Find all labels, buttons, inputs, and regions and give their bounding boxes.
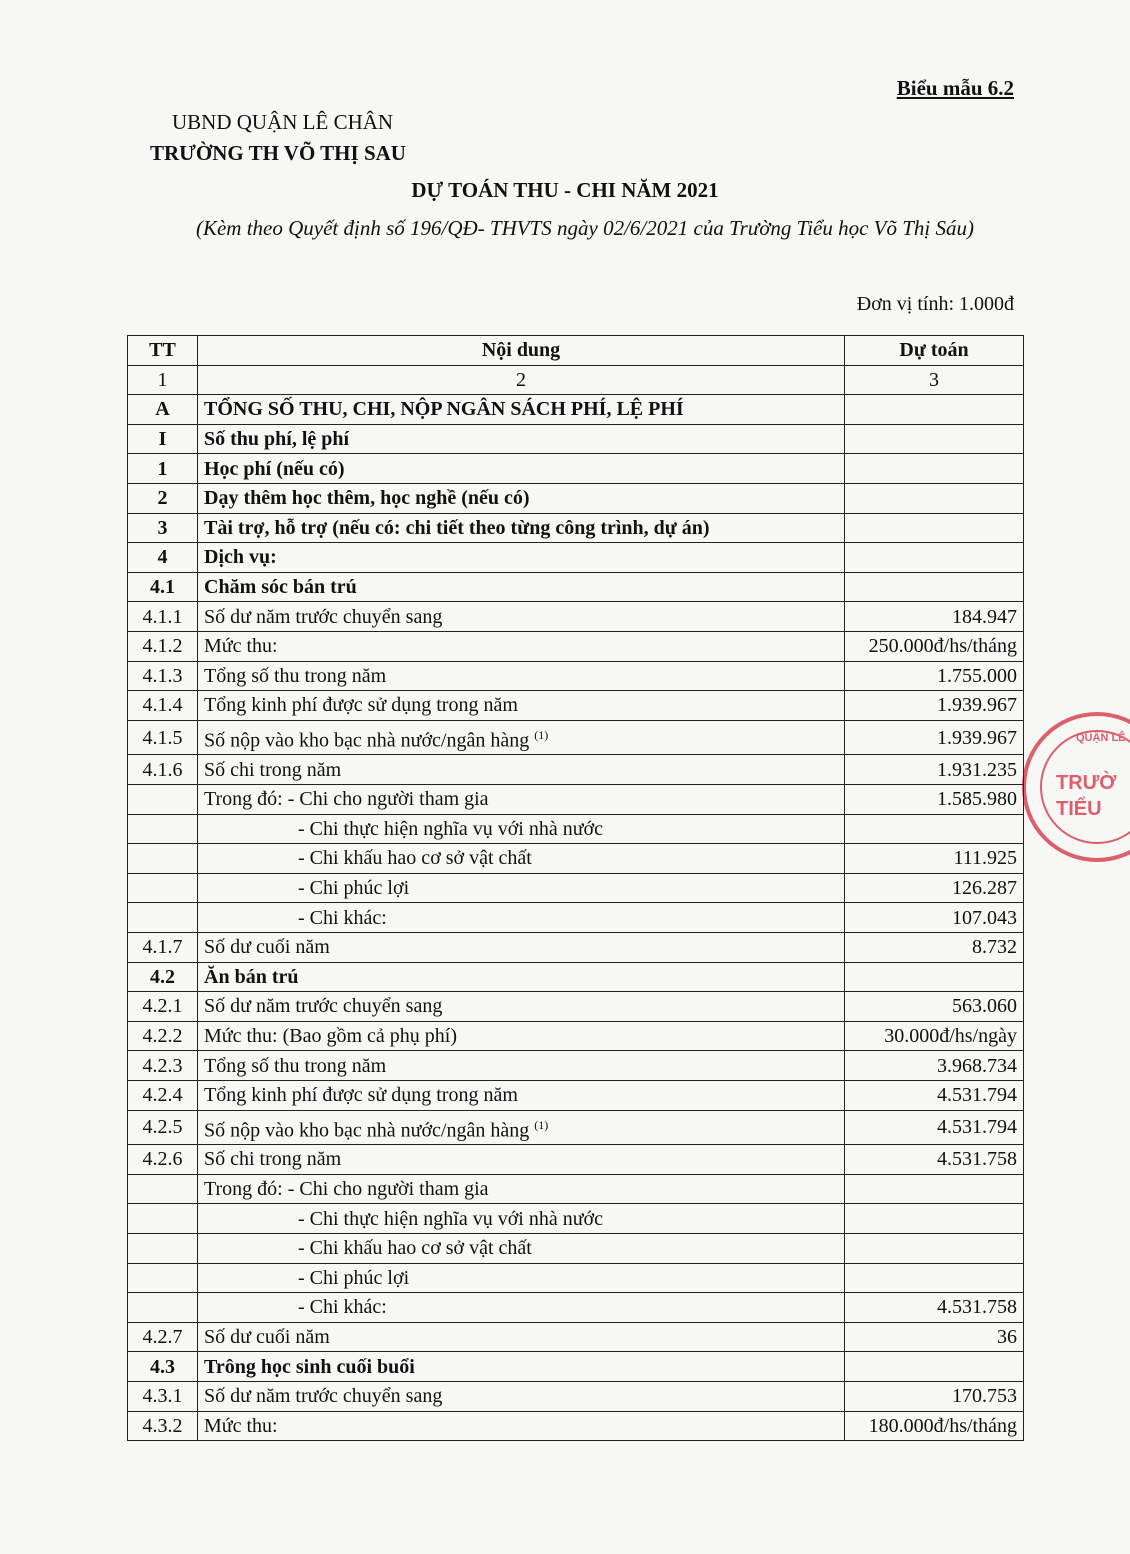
row-content-text: Học phí (nếu có) — [204, 457, 345, 480]
row-content-text: TỔNG SỐ THU, CHI, NỘP NGÂN SÁCH PHÍ, LỆ PHÍ — [204, 398, 684, 421]
stamp-top-text: QUẬN LÊ — [1076, 732, 1126, 744]
unit-label: Đơn vị tính: 1.000đ — [856, 293, 1014, 315]
row-content — [198, 1381, 845, 1411]
index-1: 1 — [128, 365, 198, 395]
row-value: 184.947 — [845, 602, 1024, 632]
row-content-text: Trong đó: - Chi cho người tham gia — [204, 1178, 489, 1201]
footnote-marker: (1) — [534, 727, 549, 742]
row-content-text: Số dư năm trước chuyển sang — [204, 605, 443, 628]
table-row — [128, 631, 1024, 661]
row-content-text: - Chi khấu hao cơ sở vật chất — [298, 1237, 532, 1260]
header-estimate: Dự toán — [845, 336, 1024, 366]
row-tt: 4.1.1 — [128, 602, 198, 632]
row-value — [845, 1233, 1024, 1263]
row-content-text: Dịch vụ: — [204, 546, 277, 569]
row-tt: 4.2.6 — [128, 1145, 198, 1175]
row-content-text: Tổng kinh phí được sử dụng trong năm — [204, 694, 518, 717]
row-content — [198, 1233, 845, 1263]
table-row — [128, 1174, 1024, 1204]
footnote-marker: (1) — [534, 1117, 549, 1132]
row-content — [198, 631, 845, 661]
row-value — [845, 424, 1024, 454]
official-stamp — [1022, 712, 1130, 862]
row-content — [198, 1322, 845, 1352]
table-row — [128, 1204, 1024, 1234]
row-content — [198, 691, 845, 721]
table-row — [128, 1233, 1024, 1263]
row-content-text: Mức thu: — [204, 635, 278, 658]
row-content-text: Mức thu: (Bao gồm cả phụ phí) — [204, 1025, 458, 1048]
row-tt: I — [128, 424, 198, 454]
row-content-text: Chăm sóc bán trú — [204, 576, 357, 599]
table-row — [128, 873, 1024, 903]
row-content — [198, 1110, 845, 1145]
table-row — [128, 454, 1024, 484]
row-tt: 4.2.4 — [128, 1080, 198, 1110]
row-value: 563.060 — [845, 992, 1024, 1022]
row-tt: 3 — [128, 513, 198, 543]
row-content — [198, 483, 845, 513]
row-content — [198, 1051, 845, 1081]
form-code: Biểu mẫu 6.2 — [896, 76, 1014, 100]
table-row — [128, 1352, 1024, 1382]
row-content-text: - Chi khác: — [298, 1296, 387, 1319]
row-tt — [128, 1233, 198, 1263]
table-row — [128, 932, 1024, 962]
row-value: 3.968.734 — [845, 1051, 1024, 1081]
table-row — [128, 755, 1024, 785]
row-value: 4.531.758 — [845, 1145, 1024, 1175]
row-tt: 4.2.2 — [128, 1021, 198, 1051]
table-row — [128, 1322, 1024, 1352]
org-line-2: TRƯỜNG TH VÕ THỊ SAU — [150, 141, 406, 165]
row-content-text: Số nộp vào kho bạc nhà nước/ngân hàng — [204, 729, 530, 752]
row-value: 8.732 — [845, 932, 1024, 962]
row-tt: 2 — [128, 483, 198, 513]
row-value — [845, 543, 1024, 573]
budget-table — [127, 335, 1024, 1441]
table-row — [128, 784, 1024, 814]
table-row — [128, 1411, 1024, 1441]
row-content-text: - Chi thực hiện nghĩa vụ với nhà nước — [298, 1207, 603, 1230]
row-value: 4.531.794 — [845, 1080, 1024, 1110]
row-content — [198, 513, 845, 543]
row-value — [845, 1263, 1024, 1293]
row-value — [845, 513, 1024, 543]
row-content-text: Mức thu: — [204, 1414, 278, 1437]
row-content — [198, 661, 845, 691]
row-content-text: - Chi khác: — [298, 906, 387, 929]
row-content-text: Số chi trong năm — [204, 1148, 342, 1171]
table-body — [128, 395, 1024, 1441]
row-tt: 4.3 — [128, 1352, 198, 1382]
row-tt — [128, 784, 198, 814]
row-tt: 4.3.2 — [128, 1411, 198, 1441]
row-content-text: Tài trợ, hỗ trợ (nếu có: chi tiết theo từng công trình, dự án) — [204, 516, 710, 539]
row-value: 1.939.967 — [845, 720, 1024, 755]
row-tt: 4 — [128, 543, 198, 573]
row-tt — [128, 873, 198, 903]
row-content — [198, 395, 845, 425]
row-content-text: Số dư cuối năm — [204, 1326, 330, 1349]
row-value — [845, 1174, 1024, 1204]
row-content — [198, 720, 845, 755]
row-value — [845, 1352, 1024, 1382]
row-tt: 4.2 — [128, 962, 198, 992]
row-tt: 4.3.1 — [128, 1381, 198, 1411]
table-row — [128, 814, 1024, 844]
row-content-text: Số nộp vào kho bạc nhà nước/ngân hàng — [204, 1119, 530, 1142]
row-value: 107.043 — [845, 903, 1024, 933]
table-row — [128, 903, 1024, 933]
header-tt: TT — [128, 336, 198, 366]
row-content — [198, 932, 845, 962]
row-content — [198, 814, 845, 844]
row-content-text: Số dư năm trước chuyển sang — [204, 1385, 443, 1408]
row-content — [198, 1411, 845, 1441]
table-row — [128, 483, 1024, 513]
table-row — [128, 720, 1024, 755]
row-tt: 4.1.6 — [128, 755, 198, 785]
row-content-text: Trông học sinh cuối buổi — [204, 1355, 415, 1378]
row-content — [198, 1021, 845, 1051]
row-content — [198, 755, 845, 785]
stamp-line-2: TIỂU — [1056, 798, 1102, 820]
org-line-1: UBND QUẬN LÊ CHÂN — [172, 110, 394, 134]
table-row — [128, 1145, 1024, 1175]
row-content-text: Trong đó: - Chi cho người tham gia — [204, 788, 489, 811]
table-row — [128, 691, 1024, 721]
row-content — [198, 454, 845, 484]
row-content-text: Số thu phí, lệ phí — [204, 428, 350, 451]
row-content — [198, 1174, 845, 1204]
row-content — [198, 1352, 845, 1382]
row-tt: 4.2.1 — [128, 992, 198, 1022]
row-tt: 4.2.7 — [128, 1322, 198, 1352]
row-content-text: Ăn bán trú — [204, 965, 299, 988]
row-tt: 4.1.2 — [128, 631, 198, 661]
table-row — [128, 572, 1024, 602]
header-content: Nội dung — [198, 336, 845, 366]
row-value — [845, 454, 1024, 484]
row-tt: 4.2.3 — [128, 1051, 198, 1081]
row-content — [198, 602, 845, 632]
row-content-text: Tổng kinh phí được sử dụng trong năm — [204, 1084, 518, 1107]
row-content — [198, 1263, 845, 1293]
table-row — [128, 1263, 1024, 1293]
row-content — [198, 1293, 845, 1323]
row-content-text: - Chi khấu hao cơ sở vật chất — [298, 847, 532, 870]
row-value: 1.939.967 — [845, 691, 1024, 721]
table-row — [128, 1293, 1024, 1323]
table-row — [128, 962, 1024, 992]
row-value — [845, 1204, 1024, 1234]
row-content — [198, 424, 845, 454]
row-value: 170.753 — [845, 1381, 1024, 1411]
row-value — [845, 962, 1024, 992]
row-value: 1.585.980 — [845, 784, 1024, 814]
document-title: DỰ TOÁN THU - CHI NĂM 2021 — [411, 178, 719, 202]
row-content-text: Tổng số thu trong năm — [204, 664, 387, 687]
row-tt — [128, 814, 198, 844]
table-row — [128, 1021, 1024, 1051]
table-row — [128, 424, 1024, 454]
row-tt — [128, 1204, 198, 1234]
row-value — [845, 395, 1024, 425]
row-value: 4.531.758 — [845, 1293, 1024, 1323]
row-content-text: - Chi thực hiện nghĩa vụ với nhà nước — [298, 817, 603, 840]
table-row — [128, 543, 1024, 573]
row-value — [845, 572, 1024, 602]
index-2: 2 — [198, 365, 845, 395]
row-tt: A — [128, 395, 198, 425]
row-content-text: Số chi trong năm — [204, 758, 342, 781]
row-value — [845, 814, 1024, 844]
row-value: 30.000đ/hs/ngày — [845, 1021, 1024, 1051]
row-content — [198, 543, 845, 573]
table-row — [128, 395, 1024, 425]
header-row — [128, 336, 1024, 366]
index-row — [128, 365, 1024, 395]
row-content-text: Số dư cuối năm — [204, 936, 330, 959]
row-content — [198, 844, 845, 874]
row-content — [198, 962, 845, 992]
row-content-text: Tổng số thu trong năm — [204, 1054, 387, 1077]
table-row — [128, 513, 1024, 543]
row-value: 4.531.794 — [845, 1110, 1024, 1145]
row-tt — [128, 844, 198, 874]
row-tt: 1 — [128, 454, 198, 484]
row-tt — [128, 1263, 198, 1293]
row-content — [198, 1204, 845, 1234]
row-value — [845, 483, 1024, 513]
table-row — [128, 602, 1024, 632]
row-content — [198, 784, 845, 814]
row-value: 1.755.000 — [845, 661, 1024, 691]
row-value: 250.000đ/hs/tháng — [845, 631, 1024, 661]
row-content-text: Số dư năm trước chuyển sang — [204, 995, 443, 1018]
table-row — [128, 1110, 1024, 1145]
row-tt — [128, 1293, 198, 1323]
row-tt: 4.1.5 — [128, 720, 198, 755]
row-value: 1.931.235 — [845, 755, 1024, 785]
row-value: 126.287 — [845, 873, 1024, 903]
document-subtitle: (Kèm theo Quyết định số 196/QĐ- THVTS ngày 02/6/2021 của Trường Tiểu học Võ Thị Sáu) — [195, 216, 975, 240]
index-3: 3 — [845, 365, 1024, 395]
row-content — [198, 992, 845, 1022]
row-content-text: Dạy thêm học thêm, học nghề (nếu có) — [204, 487, 530, 510]
table-row — [128, 1381, 1024, 1411]
row-tt: 4.1.7 — [128, 932, 198, 962]
table-row — [128, 844, 1024, 874]
row-tt: 4.1.3 — [128, 661, 198, 691]
row-content — [198, 1080, 845, 1110]
row-value: 111.925 — [845, 844, 1024, 874]
row-value: 36 — [845, 1322, 1024, 1352]
row-tt: 4.1.4 — [128, 691, 198, 721]
row-tt — [128, 903, 198, 933]
table-row — [128, 1080, 1024, 1110]
row-content-text: - Chi phúc lợi — [298, 877, 410, 900]
row-tt: 4.2.5 — [128, 1110, 198, 1145]
row-tt: 4.1 — [128, 572, 198, 602]
row-value: 180.000đ/hs/tháng — [845, 1411, 1024, 1441]
row-content — [198, 903, 845, 933]
row-content — [198, 572, 845, 602]
table-row — [128, 1051, 1024, 1081]
row-tt — [128, 1174, 198, 1204]
table-row — [128, 992, 1024, 1022]
row-content — [198, 873, 845, 903]
table-row — [128, 661, 1024, 691]
row-content-text: - Chi phúc lợi — [298, 1266, 410, 1289]
row-content — [198, 1145, 845, 1175]
stamp-line-1: TRƯỜ — [1056, 772, 1117, 794]
